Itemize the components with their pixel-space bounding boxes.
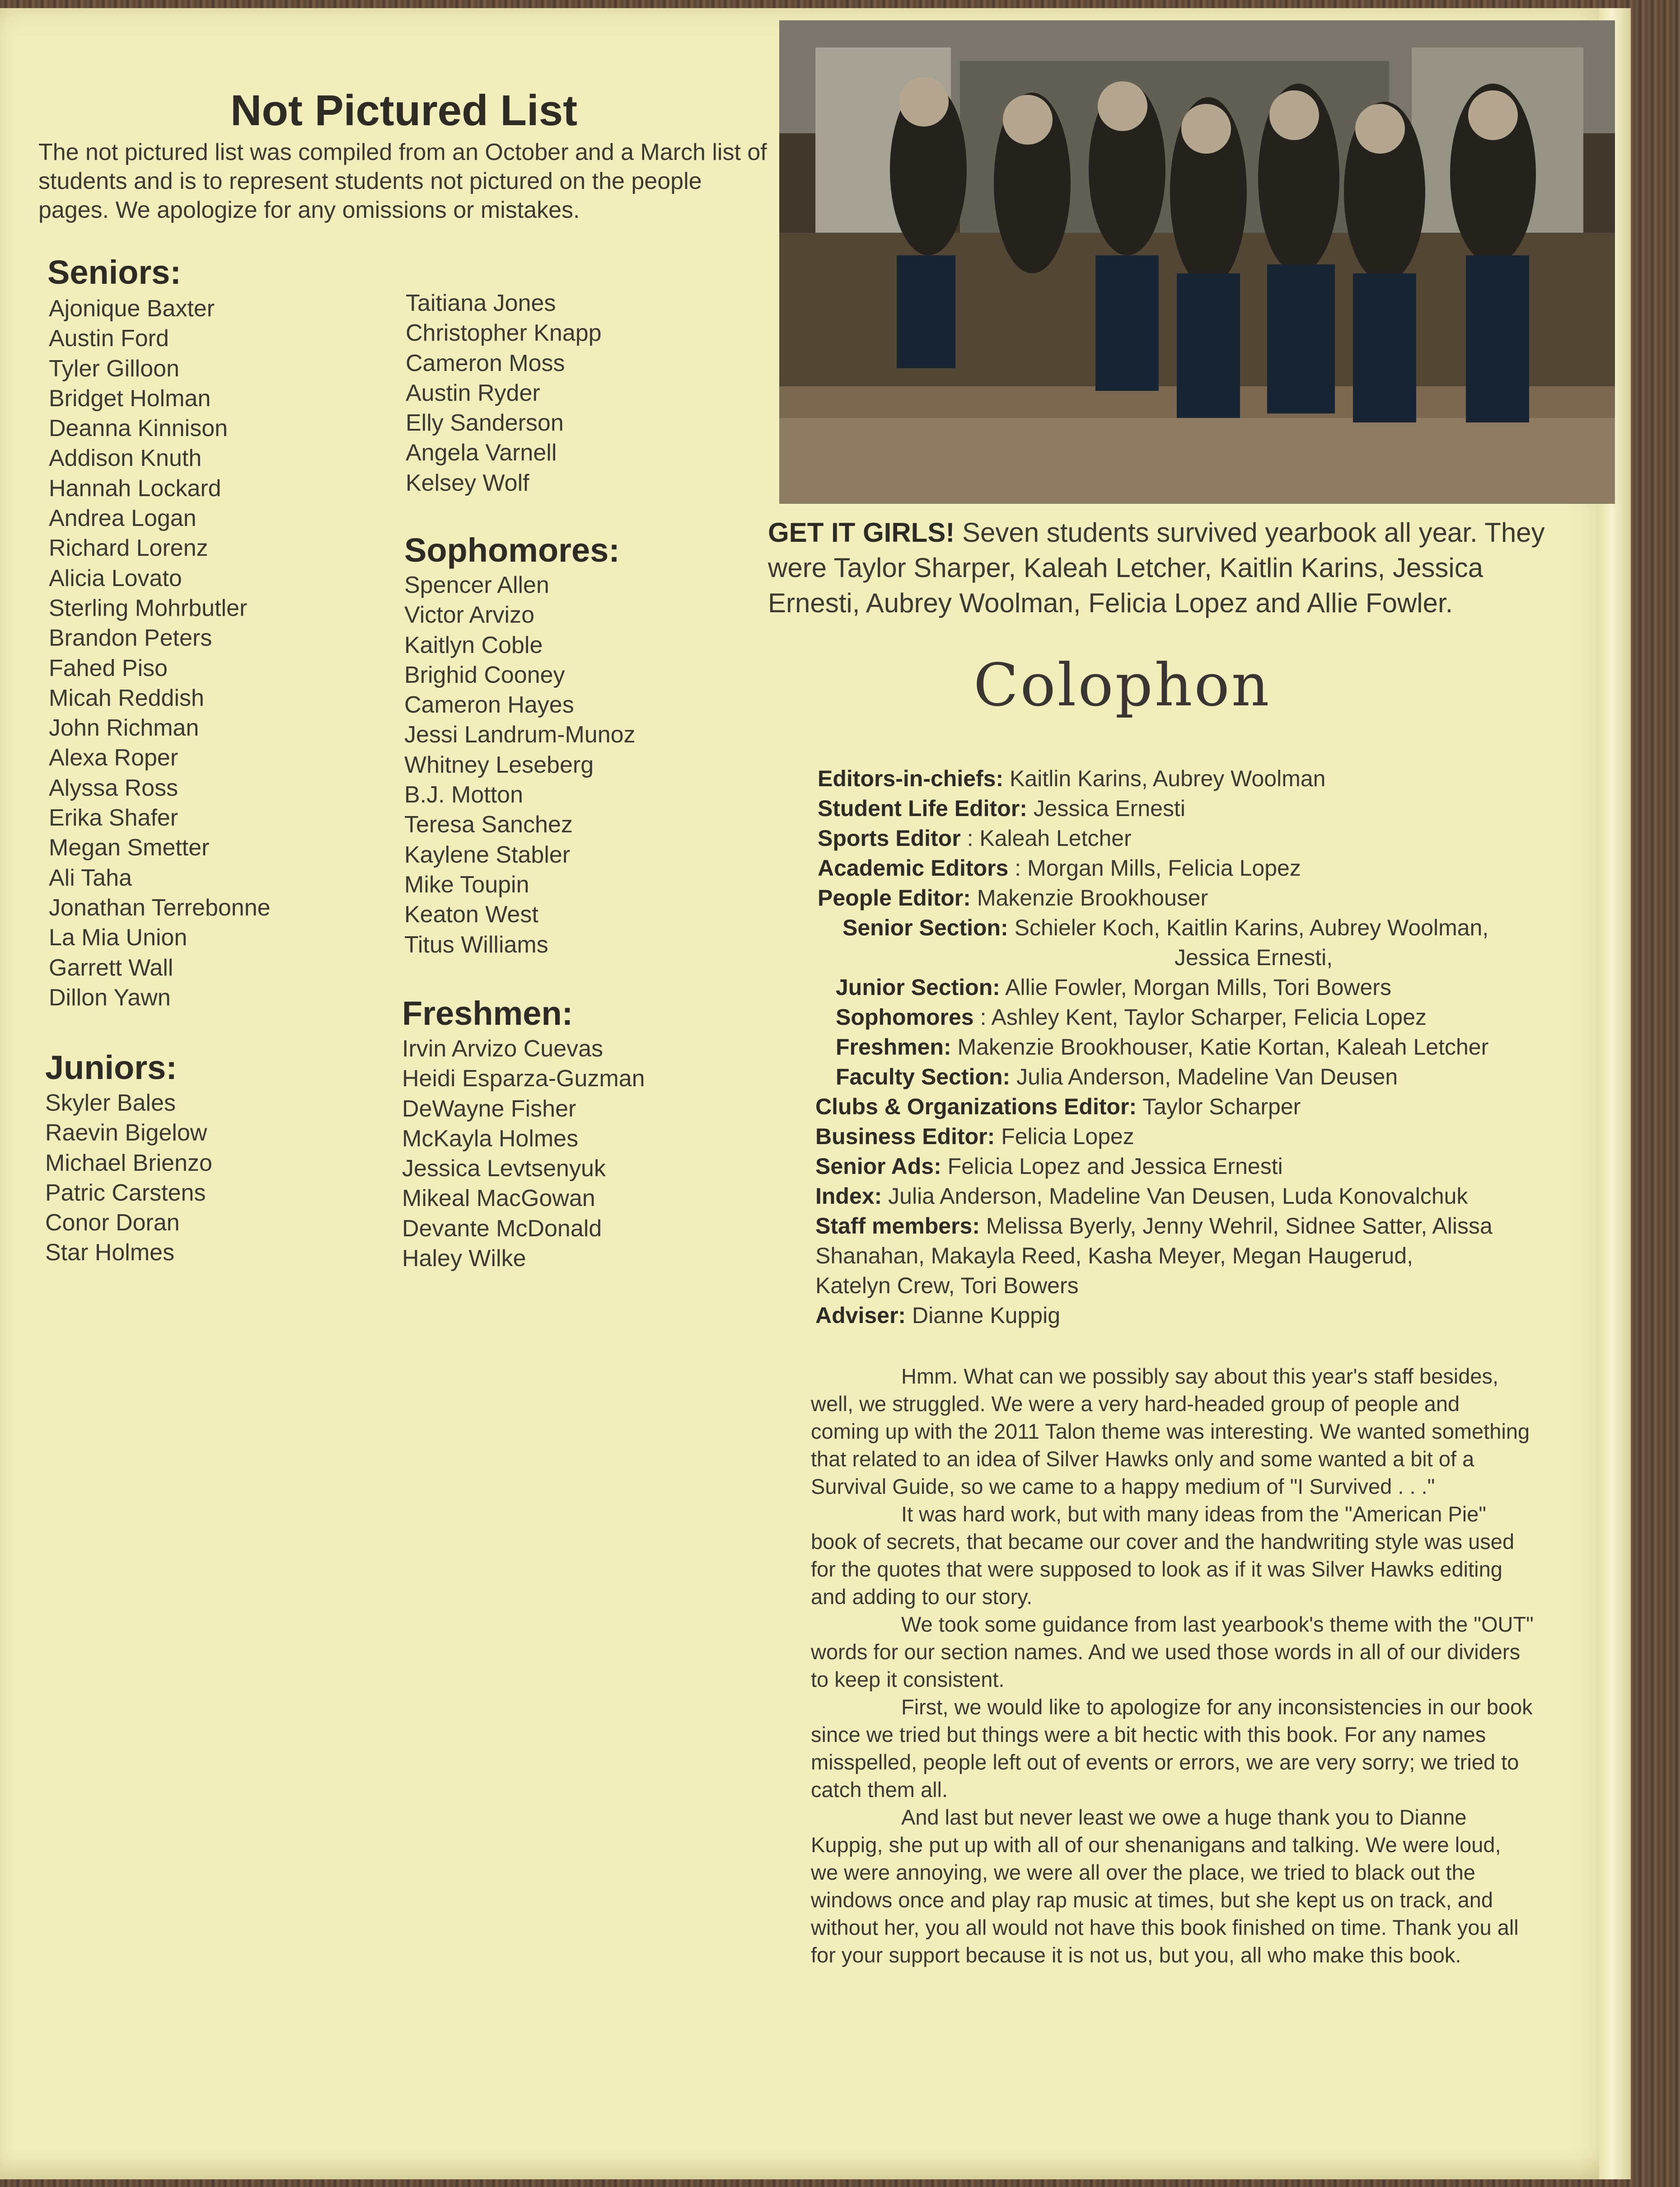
sophomores-heading: Sophomores: <box>404 531 620 569</box>
credit-line <box>818 883 1208 913</box>
credit-line <box>836 1062 1398 1092</box>
credit-role: Index: <box>815 1183 882 1209</box>
credit-line <box>818 823 1132 853</box>
not-pictured-intro: The not pictured list was compiled from an October and a March list of students and is to represent students not pictured on the people pages. We apologize for any omissions or mistakes. <box>38 139 767 223</box>
student-name: Titus Williams <box>404 931 548 958</box>
student-name: Austin Ryder <box>406 380 540 406</box>
student-name: Spencer Allen <box>404 572 549 598</box>
credit-names: Felicia Lopez <box>1001 1124 1134 1149</box>
colophon-paragraph: Hmm. What can we possibly say about this year's staff besides, well, we struggled. We were a very hard-headed group of people and coming up with the 2011 Talon theme was interesting. We wanted something that related to an idea of Silver Hawks only and some wanted a bit of a Survival Guide, so we came to a happy medium of "I Survived . . ." <box>811 1364 1530 1498</box>
photo-caption-lead: GET IT GIRLS! <box>768 517 955 548</box>
credit-names: Allie Fowler, Morgan Mills, Tori Bowers <box>1005 975 1391 1000</box>
credit-line <box>836 1032 1488 1062</box>
student-name: Raevin Bigelow <box>45 1120 207 1146</box>
credit-line <box>815 1122 1134 1151</box>
credit-names: Felicia Lopez and Jessica Ernesti <box>947 1154 1283 1179</box>
student-name: Star Holmes <box>45 1239 175 1266</box>
credit-names: Shanahan, Makayla Reed, Kasha Meyer, Megan Haugerud, <box>815 1243 1413 1268</box>
student-name: Brandon Peters <box>49 625 212 652</box>
student-name: B.J. Motton <box>404 782 523 808</box>
credit-role: Business Editor: <box>815 1124 995 1149</box>
credit-role: Senior Section: <box>842 915 1008 940</box>
credit-role: Clubs & Organizations Editor: <box>815 1094 1137 1119</box>
photo-caption-text: Seven students survived yearbook all year. They were Taylor Sharper, Kaleah Letcher, Kaitlin Karins, Jessica Ernesti, Aubrey Woolman, Felicia Lopez and Allie Fowler. <box>768 517 1545 618</box>
student-name: Mikeal MacGowan <box>402 1185 595 1212</box>
student-name: Kaitlyn Coble <box>404 632 543 658</box>
credit-names: Taylor Scharper <box>1142 1094 1301 1119</box>
credit-role: Sports Editor <box>818 826 961 851</box>
credit-names: Jessica Ernesti, <box>1175 945 1333 970</box>
student-name: Bridget Holman <box>49 385 211 412</box>
student-name: Brighid Cooney <box>404 662 565 688</box>
credit-role: Academic Editors <box>818 855 1009 881</box>
student-name: Sterling Mohrbutler <box>49 595 248 621</box>
student-name: Austin Ford <box>49 325 169 352</box>
student-name: Fahed Piso <box>49 655 168 681</box>
credit-line <box>818 793 1185 823</box>
student-name: John Richman <box>49 715 199 742</box>
credit-names: Jessica Ernesti <box>1033 796 1185 821</box>
credit-line <box>836 972 1391 1002</box>
student-name: Michael Brienzo <box>45 1150 212 1176</box>
credit-names: Kaitlin Karins, Aubrey Woolman <box>1010 766 1326 791</box>
credit-names: Dianne Kuppig <box>912 1303 1061 1328</box>
credit-names: : Morgan Mills, Felicia Lopez <box>1015 855 1301 881</box>
student-name: Andrea Logan <box>49 505 197 532</box>
student-name: Kelsey Wolf <box>406 469 529 496</box>
student-name: Ajonique Baxter <box>49 296 215 322</box>
photo-caption <box>768 515 1581 621</box>
credit-line <box>818 853 1301 883</box>
colophon-paragraph: It was hard work, but with many ideas from the "American Pie" book of secrets, that became our cover and the handwriting style was used for the quotes that were supposed to look as if it was Silver Hawks editing and adding to our story. <box>811 1502 1515 1609</box>
student-name: Haley Wilke <box>402 1245 526 1272</box>
not-pictured-title: Not Pictured List <box>230 86 578 135</box>
juniors-list <box>45 1088 212 1268</box>
freshmen-list <box>402 1034 645 1273</box>
student-name: Micah Reddish <box>49 685 204 711</box>
freshmen-heading: Freshmen: <box>402 995 573 1032</box>
credit-line <box>815 1092 1301 1122</box>
student-name: Kaylene Stabler <box>404 841 571 868</box>
credit-line <box>815 1151 1283 1181</box>
student-name: Teresa Sanchez <box>404 812 573 838</box>
credit-names: Schieler Koch, Kaitlin Karins, Aubrey Woolman, <box>1014 915 1489 940</box>
student-name: DeWayne Fisher <box>402 1095 576 1122</box>
colophon-paragraph: And last but never least we owe a huge thank you to Dianne Kuppig, she put up with all of our shenanigans and talking. We were loud, we were annoying, we were all over the place, we tried to black out the windows once and play rap music at times, but she kept us on track, and without her, you all would not have this book finished on time. Thank you all for your support because it is not us, but you, all who make this book. <box>811 1805 1519 1967</box>
colophon-title: Colophon <box>973 651 1271 719</box>
student-name: Keaton West <box>404 901 538 928</box>
student-name: Deanna Kinnison <box>49 415 228 442</box>
student-name: Skyler Bales <box>45 1090 176 1116</box>
student-name: Hannah Lockard <box>49 475 221 502</box>
credit-role: Senior Ads: <box>815 1154 941 1179</box>
credit-names: Makenzie Brookhouser, Katie Kortan, Kaleah Letcher <box>957 1034 1489 1060</box>
student-name: McKayla Holmes <box>402 1125 579 1152</box>
credit-line <box>815 1211 1493 1241</box>
credit-role: Freshmen: <box>836 1034 951 1060</box>
student-name: Alexa Roper <box>49 745 178 771</box>
credit-line <box>836 1002 1427 1032</box>
credit-role: Student Life Editor: <box>818 796 1027 821</box>
colophon-paragraph: We took some guidance from last yearbook's theme with the "OUT" words for our section names. And we used those words in all of our dividers to keep it consistent. <box>811 1612 1534 1691</box>
credit-line <box>818 764 1325 793</box>
student-name: Heidi Esparza-Guzman <box>402 1065 645 1092</box>
credit-names: Melissa Byerly, Jenny Wehril, Sidnee Satter, Alissa <box>986 1213 1493 1239</box>
credit-line <box>815 1241 1413 1271</box>
credit-line <box>815 1271 1079 1300</box>
student-name: Richard Lorenz <box>49 535 208 562</box>
student-name: Mike Toupin <box>404 871 529 898</box>
credit-line <box>815 1300 1060 1330</box>
student-name: Dillon Yawn <box>49 984 171 1011</box>
colophon-paragraph: First, we would like to apologize for any inconsistencies in our book since we tried but things were a bit hectic with this book. For any names misspelled, people left out of events or errors, we are very sorry; we tried to catch them all. <box>811 1695 1533 1802</box>
student-name: Irvin Arvizo Cuevas <box>402 1036 604 1062</box>
student-name: Garrett Wall <box>49 954 173 981</box>
seniors-heading: Seniors: <box>47 253 182 291</box>
student-name: Victor Arvizo <box>404 602 535 629</box>
student-name: Patric Carstens <box>45 1179 206 1206</box>
credit-names: Julia Anderson, Madeline Van Deusen, Luda Konovalchuk <box>888 1183 1468 1209</box>
student-name: Megan Smetter <box>49 835 210 861</box>
credit-role: Faculty Section: <box>836 1064 1011 1089</box>
credit-role: Editors-in-chiefs: <box>818 766 1004 791</box>
seniors-list-col2 <box>406 288 602 498</box>
credit-names: : Ashley Kent, Taylor Scharper, Felicia Lopez <box>980 1004 1427 1030</box>
student-name: Alicia Lovato <box>49 565 182 591</box>
student-name: Christopher Knapp <box>406 320 602 347</box>
credit-role: Adviser: <box>815 1303 906 1328</box>
student-name: Jessica Levtsenyuk <box>402 1155 606 1182</box>
credit-role: Junior Section: <box>836 975 1000 1000</box>
student-name: Cameron Moss <box>406 350 565 376</box>
student-name: Whitney Leseberg <box>404 751 594 778</box>
student-name: Erika Shafer <box>49 805 178 831</box>
credit-names: Katelyn Crew, Tori Bowers <box>815 1273 1079 1298</box>
credit-line <box>815 1181 1468 1211</box>
colophon-body <box>811 1362 1534 1969</box>
juniors-heading: Juniors: <box>45 1049 177 1086</box>
sophomores-list <box>404 570 636 960</box>
student-name: Jessi Landrum-Munoz <box>404 722 636 748</box>
student-name: La Mia Union <box>49 925 187 951</box>
group-photo <box>779 20 1615 504</box>
credit-names: Makenzie Brookhouser <box>977 885 1208 910</box>
credit-line <box>842 913 1488 943</box>
student-name: Devante McDonald <box>402 1215 602 1242</box>
credit-names: : Kaleah Letcher <box>967 826 1132 851</box>
credit-role: Staff members: <box>815 1213 980 1239</box>
student-name: Ali Taha <box>49 864 132 891</box>
student-name: Cameron Hayes <box>404 692 574 718</box>
student-name: Elly Sanderson <box>406 410 564 436</box>
student-name: Addison Knuth <box>49 445 202 472</box>
credit-line <box>1175 943 1333 972</box>
student-name: Conor Doran <box>45 1210 180 1236</box>
credit-names: Julia Anderson, Madeline Van Deusen <box>1016 1064 1398 1089</box>
student-name: Taitiana Jones <box>406 290 556 316</box>
seniors-list-col1 <box>49 294 271 1013</box>
student-name: Tyler Gilloon <box>49 355 179 382</box>
student-name: Angela Varnell <box>406 440 557 466</box>
credit-role: People Editor: <box>818 885 971 910</box>
student-name: Jonathan Terrebonne <box>49 894 271 921</box>
student-name: Alyssa Ross <box>49 774 178 801</box>
credit-role: Sophomores <box>836 1004 974 1030</box>
